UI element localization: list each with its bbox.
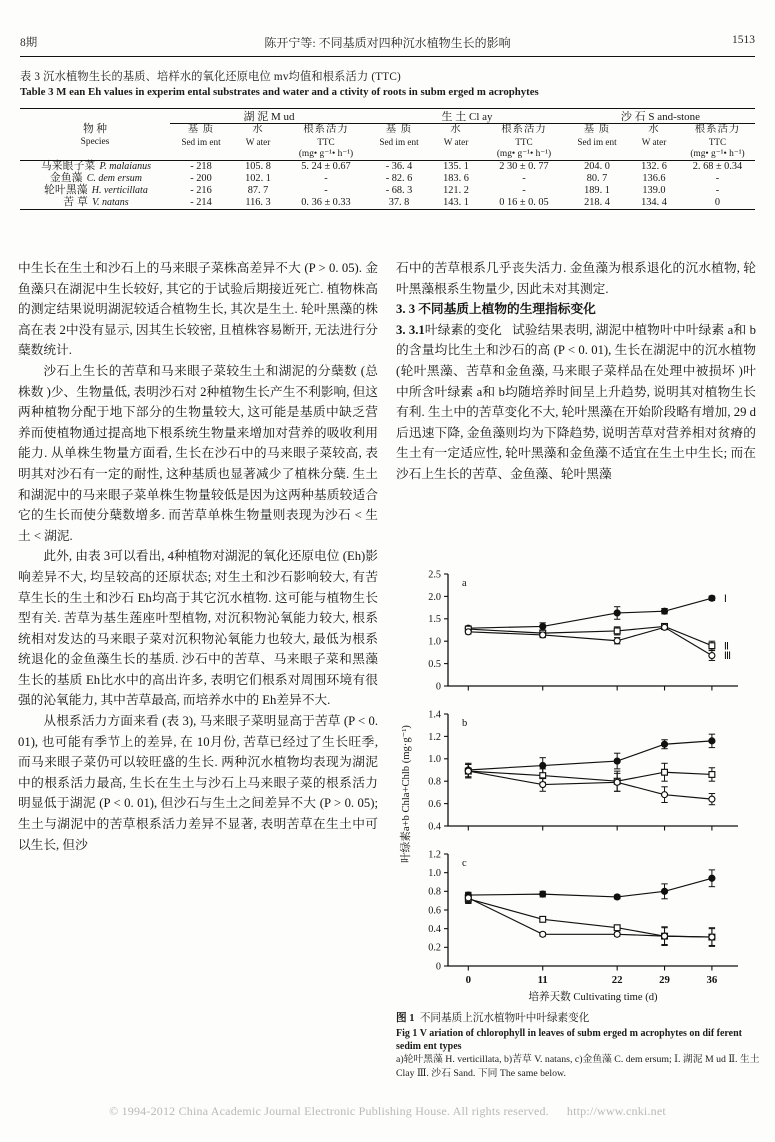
group-header-sand [566,111,755,124]
cell-clay-ttc: - [522,185,526,196]
table-row-species [20,173,170,185]
cnki-url: http://www.cnki.net [566,1104,666,1118]
svg-text:0.4: 0.4 [428,821,441,833]
svg-text:29: 29 [659,974,670,986]
subheader-sand-sediment [566,124,628,149]
group-mud-en: M ud [270,111,295,123]
table-rule-bottom [20,210,755,213]
cell-mud-water: 102. 1 [245,173,271,184]
svg-text:0.4: 0.4 [428,924,441,936]
species-sci: H. verticillata [91,185,148,196]
table-row [20,197,755,210]
table-group-header-row [20,111,755,124]
figure-1 [396,566,766,1079]
subheader-cn: 根系活力 [694,124,741,135]
paragraph: 沙石上生长的苦草和马来眼子菜较生土和湖泥的分蘖数 (总株数 )少、生物量低, 表明沙石对 2种植物生长产生不利影响, 但这两种植物分配于地下部分的生物量较大, 这可能是基质中缺乏营养而使植物通过提高地下根系统生物量来增加对营养的吸收利用能力. 从单株生物量方面看, 生长在沙石中的马来眼子菜较高, 表明其对沙石有一定的耐性, 这种基质也显著减少了植株分蘖. 生土和湖泥中的马来眼子菜单株生物量较低是因为这两种基质较适合它的生长而使分蘖数增多. 而苦草单株生物量则表现为沙石 < 生土 < 湖泥. [18,363,378,543]
svg-text:11: 11 [537,974,548,986]
svg-text:Ⅱ: Ⅱ [723,641,730,653]
body-column-right [396,258,756,485]
svg-text:2.5: 2.5 [428,569,441,581]
cell-mud-water: 87. 7 [247,185,269,196]
species-sci: V. natans [92,197,129,208]
paragraph: 此外, 由表 3可以看出, 4种植物对湖泥的氧化还原电位 (Eh)影响差异不大, 均呈较高的还原状态; 对生土和沙石影响较大, 有苦草生长的生土和沙石 Eh均高于其它沉水植物. 这可能与植物生长型有关. 苦草为基生莲座叶型植物, 对沉积物沁氧能力较大, 根系统相对发达的马来眼子菜对沉积物沁氧能力也较大, 最低为根系统退化的金鱼藻生长的基质. 沙石中的苦草、马来眼子菜和黑藻生长的基质 Eh比水中的高出许多, 表明它们根系对周围环境有很强的沁氧能力, 其中苦草最高, 而培养水中的 Eh差异不大. [18,549,378,708]
subheader-en: Sed im ent [379,137,419,147]
unit-sand-ttc: (mg• g⁻¹• h⁻¹) [690,149,745,159]
svg-text:0: 0 [435,681,441,693]
figure-label: 图 1 [396,1013,415,1024]
running-head [20,34,755,54]
cell-clay-ttc: 0 16 ± 0. 05 [499,197,549,208]
running-head-divider [20,56,755,57]
subheader-en: TTC [317,137,335,147]
cell-clay-water: 183. 6 [443,173,469,184]
section-heading-3-3: 3. 3 不同基质上植物的生理指标变化 [396,302,596,317]
cell-mud-sediment: - 218 [190,161,212,172]
cell-mud-ttc: - [324,173,328,184]
cell-sand-water: 134. 4 [641,197,667,208]
svg-text:0.8: 0.8 [428,776,441,788]
cell-clay-ttc: 2 30 ± 0. 77 [499,161,549,172]
figure-caption-note: a)轮叶黑藻 H. verticillata, b)苦草 V. natans, c)金鱼藻 C. dem ersum; Ⅰ. 湖泥 M ud Ⅱ. 生土 Clay Ⅲ. 沙石 Sand. 下同 The same below. [396,1054,760,1079]
table-row [20,185,755,197]
group-sand-en: S and-stone [648,111,701,123]
svg-text:0.6: 0.6 [428,905,441,917]
species-cn: 轮叶黑藻 [44,185,88,196]
subheader-mud-ttc [284,124,368,149]
table-caption [20,70,755,100]
svg-text:1.2: 1.2 [428,731,441,743]
table-row-species [20,197,170,210]
table-caption-cn: 表 3 沉水植物生长的基质、培样水的氧化还原电位 mv均值和根系活力 (TTC) [20,71,401,83]
page-footer [0,1104,775,1119]
subheader-mud-water [232,124,284,149]
paragraph: 中生长在生土和沙石上的马来眼子菜株高差异不大 (P > 0. 05). 金鱼藻只在湖泥中生长较好, 其它的于试验后期接近死亡. 植物株高的测定结果说明湖泥较适合植物生长, 其次是生土. 轮叶黑藻的株高在表 2中没有显示, 因其生长较密, 且植株容易断开, 无法进行分蘖数统计. [18,261,378,358]
species-sci: P. malaianus [99,161,151,172]
svg-text:1.0: 1.0 [428,636,441,648]
subheader-cn: 水 [252,124,264,135]
cell-sand-sediment: 80. 7 [586,173,608,184]
svg-text:2.0: 2.0 [428,591,441,603]
subheader-cn: 基 质 [187,124,215,135]
cell-mud-ttc: - [324,185,328,196]
cell-mud-water: 116. 3 [245,197,271,208]
table-row [20,173,755,185]
cell-clay-water: 143. 1 [443,197,469,208]
section-title: 叶绿素的变化 [424,322,503,337]
svg-text:22: 22 [611,974,623,986]
subheader-cn: 根系活力 [501,124,547,135]
paragraph: 石中的苦草根系几乎丧失活力. 金鱼藻为根系退化的沉水植物, 轮叶黑藻根系生物量少, 因此未对其测定. [396,261,756,296]
group-header-mud [170,111,368,124]
group-header-clay [368,111,566,124]
species-cn: 马来眼子菜 [41,161,96,172]
body-column-left [18,258,378,855]
subheader-en: Sed im ent [577,137,617,147]
section-number: 3. 3.1 [396,322,425,337]
figure-caption-en: Fig 1 V ariation of chlorophyll in leaves of subm erged m acrophytes on dif ferent sedim ent types [396,1027,743,1052]
subheader-cn: 根系活力 [303,124,349,135]
cell-sand-ttc: 2. 68 ± 0.34 [692,161,743,172]
svg-text:Ⅰ: Ⅰ [723,593,727,605]
group-mud-cn: 湖 泥 [243,111,269,123]
group-sand-cn: 沙 石 [620,111,646,123]
svg-text:0: 0 [435,961,441,973]
species-cn: 金鱼藻 [50,173,83,184]
svg-text:c: c [462,858,467,869]
figure-caption-cn [396,1012,768,1027]
species-header-en: Species [80,137,110,147]
svg-text:36: 36 [706,974,718,986]
cell-sand-water: 136.6 [642,173,666,184]
cell-mud-water: 105. 8 [245,161,271,172]
cell-clay-sediment: - 82. 6 [385,173,413,184]
unit-mud-ttc: (mg• g⁻¹• h⁻¹) [298,149,354,159]
svg-text:b: b [462,718,468,729]
cell-sand-water: 139.0 [642,185,666,196]
subheader-cn: 基 质 [583,124,611,135]
subheader-en: W ater [641,137,667,147]
svg-text:1.2: 1.2 [428,849,441,861]
svg-text:Ⅲ: Ⅲ [723,651,732,663]
svg-text:0.2: 0.2 [428,942,441,954]
cell-clay-water: 135. 1 [443,161,469,172]
copyright-text: © 1994-2012 China Academic Journal Electronic Publishing House. All rights reserved. [109,1104,549,1118]
table-unit-row [20,148,755,160]
cell-sand-sediment: 189. 1 [584,185,610,196]
svg-text:0.8: 0.8 [428,886,441,898]
table-row-species [20,185,170,197]
cell-mud-sediment: - 214 [190,197,212,208]
figure-caption [396,1012,768,1080]
subheader-sand-water [628,124,680,149]
cell-clay-sediment: 37. 8 [388,197,410,208]
cell-mud-sediment: - 200 [190,173,212,184]
subheader-clay-water [430,124,482,149]
figure-caption-cn-text: 不同基质上沉水植物叶中叶绿素变化 [419,1013,590,1024]
svg-text:1.0: 1.0 [428,754,441,766]
section-3-3-1 [396,320,756,485]
subheader-en: TTC [708,137,727,147]
svg-text:培养天数 Cultivating time (d): 培养天数 Cultivating time (d) [528,992,658,1003]
section-body: 试验结果表明, 湖泥中植物叶中叶绿素 a和 b的含量均比生土和沙石的高 (P < 0. 01), 生长在湖泥中的沉水植物 (轮叶黑藻、苦草和金鱼藻, 马来眼子菜样品在处理中被损坏 )叶中所含叶绿素 a和 b均随培养时间呈上升趋势, 说明其对植物生长有利. 生土中的苦草变化不大, 轮叶黑藻在开始阶段略有增加, 29 d后迅速下降, 金鱼藻则均为下降趋势, 说明苦草对营养相对贫瘠的生土有一定适应性, 轮叶黑藻和金鱼藻不适宜在生土中生长; 而在沙石上生长的苦草、金鱼藻、轮叶黑藻 [396,322,757,481]
cell-mud-ttc: 0. 36 ± 0.33 [301,197,351,208]
running-head-issue: 8期 [20,37,38,49]
subheader-en: W ater [245,137,271,147]
subheader-en: Sed im ent [181,137,221,147]
cell-sand-ttc: - [715,173,720,184]
table-caption-en: Table 3 M ean Eh values in experim ental substrates and water and a ctivity of roots in subm erged m acrophytes [20,86,539,98]
unit-clay-ttc: (mg• g⁻¹• h⁻¹) [496,149,552,159]
cell-clay-sediment: - 68. 3 [385,185,413,196]
cell-mud-ttc: 5. 24 ± 0.67 [301,161,351,172]
subheader-clay-sediment [368,124,430,149]
svg-text:0.6: 0.6 [428,799,441,810]
subheader-cn: 水 [450,124,462,135]
subheader-sand-ttc [680,124,755,149]
subheader-en: W ater [443,137,469,147]
table-row-species [20,161,170,174]
subheader-cn: 水 [648,124,660,135]
svg-text:0.5: 0.5 [428,659,441,670]
table-row [20,161,755,174]
svg-text:0: 0 [465,974,472,986]
svg-text:1.5: 1.5 [428,614,441,626]
subheader-clay-ttc [482,124,566,149]
chlorophyll-multi-panel-chart [396,566,766,1012]
species-sci: C. dem ersum [86,173,142,184]
subheader-en: TTC [515,137,533,147]
eh-activity-table [20,108,755,212]
species-header-cn: 物 种 [83,124,107,135]
cell-clay-water: 121. 2 [443,185,469,196]
table-species-header [20,111,170,148]
svg-text:叶绿素a+b Chla+Chlb (mg·g⁻¹): 叶绿素a+b Chla+Chlb (mg·g⁻¹) [401,725,412,863]
svg-text:a: a [462,578,467,589]
cell-clay-sediment: - 36. 4 [385,161,413,172]
group-clay-cn: 生 土 [441,111,467,123]
paragraph: 从根系活力方面来看 (表 3), 马来眼子菜明显高于苦草 (P < 0. 01), 也可能有季节上的差异, 在 10月份, 苦草已经过了生长旺季, 而马来眼子菜仍可以较旺盛的生长. 两种沉水植物均表现为湖泥中的根系活力最高, 生长在生土与沙石上马来眼子菜的根系活力明显低于湖泥 (P < 0. 01), 但沙石与生土之间差异不大 (P > 0. 05); 生土与湖泥中的苦草根系活力差异不显著, 表明苦草在生土中可以生长, 但沙 [18,714,378,852]
svg-text:1.4: 1.4 [428,709,441,721]
cell-sand-ttc: 0 [714,197,721,208]
cell-sand-sediment: 218. 4 [584,197,610,208]
running-head-page: 1513 [732,34,755,46]
group-clay-en: Cl ay [468,111,493,123]
cell-clay-ttc: - [522,173,526,184]
species-cn: 苦 草 [63,197,89,208]
subheader-cn: 基 质 [385,124,413,135]
running-head-title: 陈开宁等: 不同基质对四种沉水植物生长的影响 [264,36,511,50]
svg-text:1.0: 1.0 [428,868,441,880]
cell-sand-water: 132. 6 [641,161,667,172]
subheader-mud-sediment [170,124,232,149]
cell-sand-sediment: 204. 0 [584,161,610,172]
cell-sand-ttc: - [715,185,720,196]
cell-mud-sediment: - 216 [190,185,212,196]
